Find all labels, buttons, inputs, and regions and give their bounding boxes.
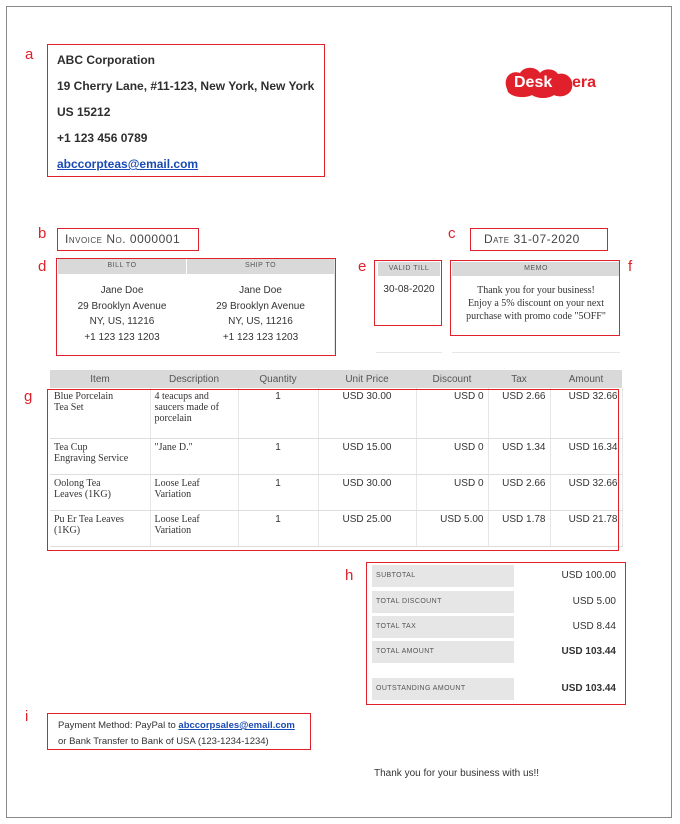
label-a: a bbox=[25, 46, 34, 63]
item-line: (1KG) bbox=[54, 524, 81, 536]
col-discount: Discount bbox=[416, 370, 488, 388]
label-i: i bbox=[25, 708, 29, 725]
ship-to-street: 29 Brooklyn Avenue bbox=[216, 300, 305, 312]
company-phone: +1 123 456 0789 bbox=[57, 131, 148, 145]
desc-line: porcelain bbox=[154, 413, 192, 424]
company-address: 19 Cherry Lane, #11-123, New York, New York bbox=[57, 79, 315, 93]
memo-box bbox=[450, 260, 620, 336]
col-tax: Tax bbox=[488, 370, 550, 388]
cell-tax: USD 1.78 bbox=[488, 510, 550, 546]
label-b: b bbox=[38, 225, 47, 242]
label-d: d bbox=[38, 258, 47, 275]
desc-line: Loose Leaf bbox=[154, 513, 200, 525]
cell-quantity: 1 bbox=[238, 438, 318, 474]
outstanding-label: OUTSTANDING AMOUNT bbox=[372, 678, 514, 700]
col-item: Item bbox=[50, 370, 150, 388]
label-g: g bbox=[24, 388, 33, 405]
label-c: c bbox=[448, 225, 456, 242]
cell-unit-price: USD 15.00 bbox=[318, 438, 416, 474]
bill-to-name: Jane Doe bbox=[100, 285, 144, 296]
col-description: Description bbox=[150, 370, 238, 388]
cell-discount: USD 5.00 bbox=[416, 510, 488, 546]
cell-unit-price: USD 30.00 bbox=[318, 474, 416, 510]
ship-to-city: NY, US, 11216 bbox=[228, 316, 293, 327]
subtotal-label: SUBTOTAL bbox=[372, 565, 514, 587]
subtotal-value: USD 100.00 bbox=[561, 570, 616, 581]
company-name: ABC Corporation bbox=[57, 53, 155, 67]
item-line: Oolong Tea bbox=[54, 477, 101, 489]
ship-to-name: Jane Doe bbox=[239, 285, 282, 296]
payment-method-line bbox=[58, 720, 295, 731]
memo-line: purchase with promo code "5OFF" bbox=[466, 311, 606, 322]
cell-amount: USD 32.66 bbox=[550, 388, 622, 438]
cell-unit-price: USD 30.00 bbox=[318, 388, 416, 438]
logo-text-desk: Desk bbox=[514, 74, 553, 91]
bill-to-header: BILL TO bbox=[58, 258, 186, 274]
summary-box bbox=[366, 562, 626, 705]
paypal-email-link[interactable]: abccorpsales@email.com bbox=[178, 720, 295, 731]
cell-quantity: 1 bbox=[238, 510, 318, 546]
item-line: Tea Set bbox=[54, 402, 84, 413]
bank-transfer-line: or Bank Transfer to Bank of USA (123-1234-1234) bbox=[58, 736, 269, 747]
cell-tax: USD 1.34 bbox=[488, 438, 550, 474]
cell-discount: USD 0 bbox=[416, 474, 488, 510]
items-header-row bbox=[50, 370, 622, 388]
ship-to-phone: +1 123 123 1203 bbox=[222, 331, 299, 343]
payment-prefix: Payment Method: PayPal to bbox=[58, 720, 179, 731]
total-discount-value: USD 5.00 bbox=[572, 596, 616, 607]
label-e: e bbox=[358, 258, 367, 275]
cell-amount: USD 32.66 bbox=[550, 474, 622, 510]
desc-line: Variation bbox=[154, 524, 192, 536]
col-unit-price: Unit Price bbox=[318, 370, 416, 388]
valid-till-date: 30-08-2020 bbox=[383, 284, 435, 295]
bill-to-street: 29 Brooklyn Avenue bbox=[77, 300, 167, 312]
invoice-date: Date 31-07-2020 bbox=[484, 232, 580, 246]
item-line: Blue Porcelain bbox=[54, 391, 114, 402]
footer-thanks: Thank you for your business with us!! bbox=[374, 768, 540, 779]
cell-quantity: 1 bbox=[238, 474, 318, 510]
memo-line: Enjoy a 5% discount on your next bbox=[467, 298, 605, 309]
cell-unit-price: USD 25.00 bbox=[318, 510, 416, 546]
cell-discount: USD 0 bbox=[416, 438, 488, 474]
bill-to-city: NY, US, 11216 bbox=[89, 316, 155, 327]
total-tax-label: TOTAL TAX bbox=[372, 616, 514, 638]
desc-line: Loose Leaf bbox=[154, 477, 200, 489]
total-tax-value: USD 8.44 bbox=[572, 621, 616, 632]
item-line: Pu Er Tea Leaves bbox=[54, 513, 124, 525]
deskera-logo bbox=[502, 64, 622, 104]
cell-amount: USD 16.34 bbox=[550, 438, 622, 474]
col-amount: Amount bbox=[550, 370, 622, 388]
memo-line: Thank you for your business! bbox=[477, 285, 595, 296]
logo-text-era: era bbox=[572, 74, 597, 91]
company-country-zip: US 15212 bbox=[57, 105, 111, 119]
label-f: f bbox=[628, 258, 633, 275]
desc-line: Variation bbox=[154, 488, 192, 500]
memo-header: MEMO bbox=[452, 262, 620, 276]
cell-amount: USD 21.78 bbox=[550, 510, 622, 546]
col-quantity: Quantity bbox=[238, 370, 318, 388]
addresses-box bbox=[56, 258, 336, 356]
cell-tax: USD 2.66 bbox=[488, 388, 550, 438]
ship-to-header: SHIP TO bbox=[187, 258, 334, 274]
cell-quantity: 1 bbox=[238, 388, 318, 438]
cell-tax: USD 2.66 bbox=[488, 474, 550, 510]
desc-line: saucers made of bbox=[154, 402, 219, 413]
label-h: h bbox=[345, 567, 354, 584]
total-amount-label: TOTAL AMOUNT bbox=[372, 641, 514, 663]
total-discount-label: TOTAL DISCOUNT bbox=[372, 591, 514, 613]
item-line: Tea Cup bbox=[54, 441, 88, 453]
item-line: Leaves (1KG) bbox=[54, 488, 111, 500]
valid-till-box bbox=[374, 260, 442, 326]
total-amount-value: USD 103.44 bbox=[561, 646, 616, 657]
items-box bbox=[47, 389, 619, 551]
desc-line: "Jane D." bbox=[154, 441, 193, 453]
item-line: Engraving Service bbox=[54, 452, 129, 464]
company-email-link[interactable]: abccorpteas@email.com bbox=[57, 157, 199, 171]
bill-to-phone: +1 123 123 1203 bbox=[84, 331, 160, 343]
desc-line: 4 teacups and bbox=[154, 391, 209, 402]
valid-till-header: VALID TILL bbox=[378, 262, 440, 276]
cell-discount: USD 0 bbox=[416, 388, 488, 438]
outstanding-value: USD 103.44 bbox=[561, 683, 616, 694]
invoice-number: Invoice No. 0000001 bbox=[65, 232, 181, 246]
